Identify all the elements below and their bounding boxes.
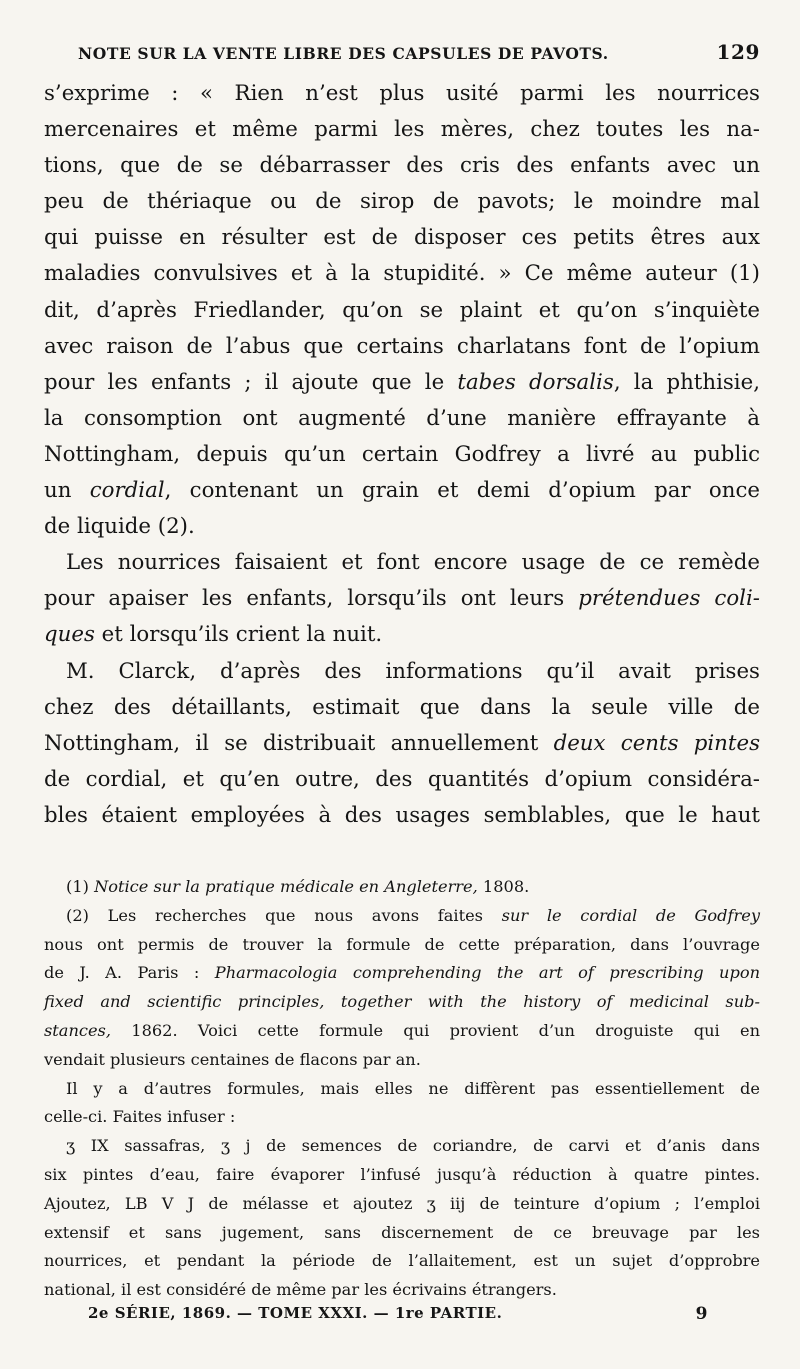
text-run: , la phthisie, [613, 369, 760, 395]
italic-title: sur le cordial de Godfrey [501, 905, 760, 925]
text-line: bles étaient employées à des usages semblables, que le haut [44, 802, 760, 828]
text-line: chez des détaillants, estimait que dans la seule ville de [44, 694, 760, 720]
text-run: 1808. [477, 877, 530, 896]
formula-line: Ajoutez, LB V J de mélasse et ajoutez ʒ iij de teinture d’opium ; l’emploi [44, 1193, 760, 1213]
text-line: Nottingham, depuis qu’un certain Godfrey a livré au public [44, 441, 760, 467]
footnote-2-line [44, 988, 760, 1017]
text-line: M. Clarck, d’après des informations qu’il avait prises [66, 658, 760, 684]
text-line: maladies convulsives et à la stupidité. » Ce même auteur (1) [44, 261, 760, 287]
paragraph-2 [44, 545, 760, 653]
text-run: Les recherches que nous avons faites [88, 905, 502, 925]
footnote-1 [44, 873, 760, 902]
text-line [44, 581, 760, 617]
text-line: avec raison de l’abus que certains charlatans font de l’opium [44, 333, 760, 359]
footnote-3-line: Il y a d’autres formules, mais elles ne diffèrent pas essentiellement de [66, 1078, 760, 1098]
body-text [44, 76, 760, 834]
text-run: et lorsqu’ils crient la nuit. [94, 622, 383, 648]
italic-title: Pharmacologia comprehending the art of prescribing upon [214, 963, 761, 983]
text-run: pour les enfants ; il ajoute que le [44, 369, 458, 395]
footnote-2-line [44, 959, 760, 988]
footnote-marker: (2) [66, 905, 89, 925]
text-run: de J. A. Paris : [44, 963, 215, 983]
text-run: pour apaiser les enfants, lorsqu’ils ont leurs [44, 586, 579, 612]
series-info: 2e SÉRIE, 1869. — TOME XXXI. — 1re PARTIE. [88, 1304, 503, 1322]
text-line: Les nourrices faisaient et font encore usage de ce remède [66, 550, 760, 576]
formula-line: national, il est considéré de même par les écrivains étrangers. [44, 1280, 557, 1300]
footnote-2-line [44, 1017, 760, 1046]
text-line: de cordial, et qu’en outre, des quantités d’opium considéra- [44, 766, 760, 792]
formula-line: six pintes d’eau, faire évaporer l’infusé jusqu’à réduction à quatre pintes. [44, 1164, 760, 1184]
signature-number: 9 [695, 1304, 708, 1324]
text-line: mercenaires et même parmi les mères, chez toutes les na- [44, 117, 760, 143]
formula-line: ʒ IX sassafras, ʒ j de semences de coriandre, de carvi et d’anis dans [66, 1136, 760, 1156]
paragraph-1 [44, 76, 760, 545]
italic-title: Notice sur la pratique médicale en Angleterre, [94, 877, 478, 896]
text-run: Nottingham, il se distribuait annuellement [44, 730, 554, 756]
text-line: de liquide (2). [44, 514, 195, 540]
footnote-marker: (1) [66, 877, 89, 896]
italic-term: cordial [89, 478, 165, 504]
text-run: , contenant un grain et demi d’opium par once [164, 478, 760, 504]
page-footer [88, 1304, 708, 1324]
text-line [44, 617, 760, 653]
text-line: peu de thériaque ou de sirop de pavots; le moindre mal [44, 189, 760, 215]
italic-term: ques [44, 622, 95, 648]
italic-term: deux cents pintes [553, 730, 760, 756]
text-line: s’exprime : « Rien n’est plus usité parmi les nourrices [44, 81, 760, 106]
italic-term: tabes dorsalis [457, 369, 614, 395]
footnote-2-line: nous ont permis de trouver la formule de cette préparation, dans l’ouvrage [44, 934, 760, 954]
text-run: 1862. Voici cette formule qui provient d’un droguiste qui en [111, 1020, 760, 1040]
footnote-3-line: celle-ci. Faites infuser : [44, 1107, 236, 1127]
text-line: tions, que de se débarrasser des cris des enfants avec un [44, 153, 760, 179]
paragraph-3 [44, 654, 760, 834]
page-number: 129 [716, 40, 760, 64]
formula-line: extensif et sans jugement, sans discernement de ce breuvage par les [44, 1222, 760, 1242]
running-title: NOTE SUR LA VENTE LIBRE DES CAPSULES DE PAVOTS. [78, 44, 609, 63]
italic-term: prétendues coli- [578, 586, 760, 612]
text-line [44, 726, 760, 762]
formula-line: nourrices, et pendant la période de l’allaitement, est un sujet d’opprobre [44, 1251, 760, 1271]
running-head [44, 40, 760, 70]
text-line [44, 473, 760, 509]
footnotes [44, 873, 760, 1305]
text-line: la consomption ont augmenté d’une manière effrayante à [44, 405, 760, 431]
text-run: un [44, 478, 90, 504]
italic-title: stances, [44, 1020, 111, 1040]
footnote-2-line [44, 902, 760, 931]
footnote-2-line: vendait plusieurs centaines de flacons par an. [44, 1049, 421, 1069]
text-line: qui puisse en résulter est de disposer ces petits êtres aux [44, 225, 760, 251]
italic-title: fixed and scientific principles, together with the history of medicinal sub- [44, 992, 760, 1012]
text-line [44, 365, 760, 401]
text-line: dit, d’après Friedlander, qu’on se plaint et qu’on s’inquiète [44, 297, 760, 323]
